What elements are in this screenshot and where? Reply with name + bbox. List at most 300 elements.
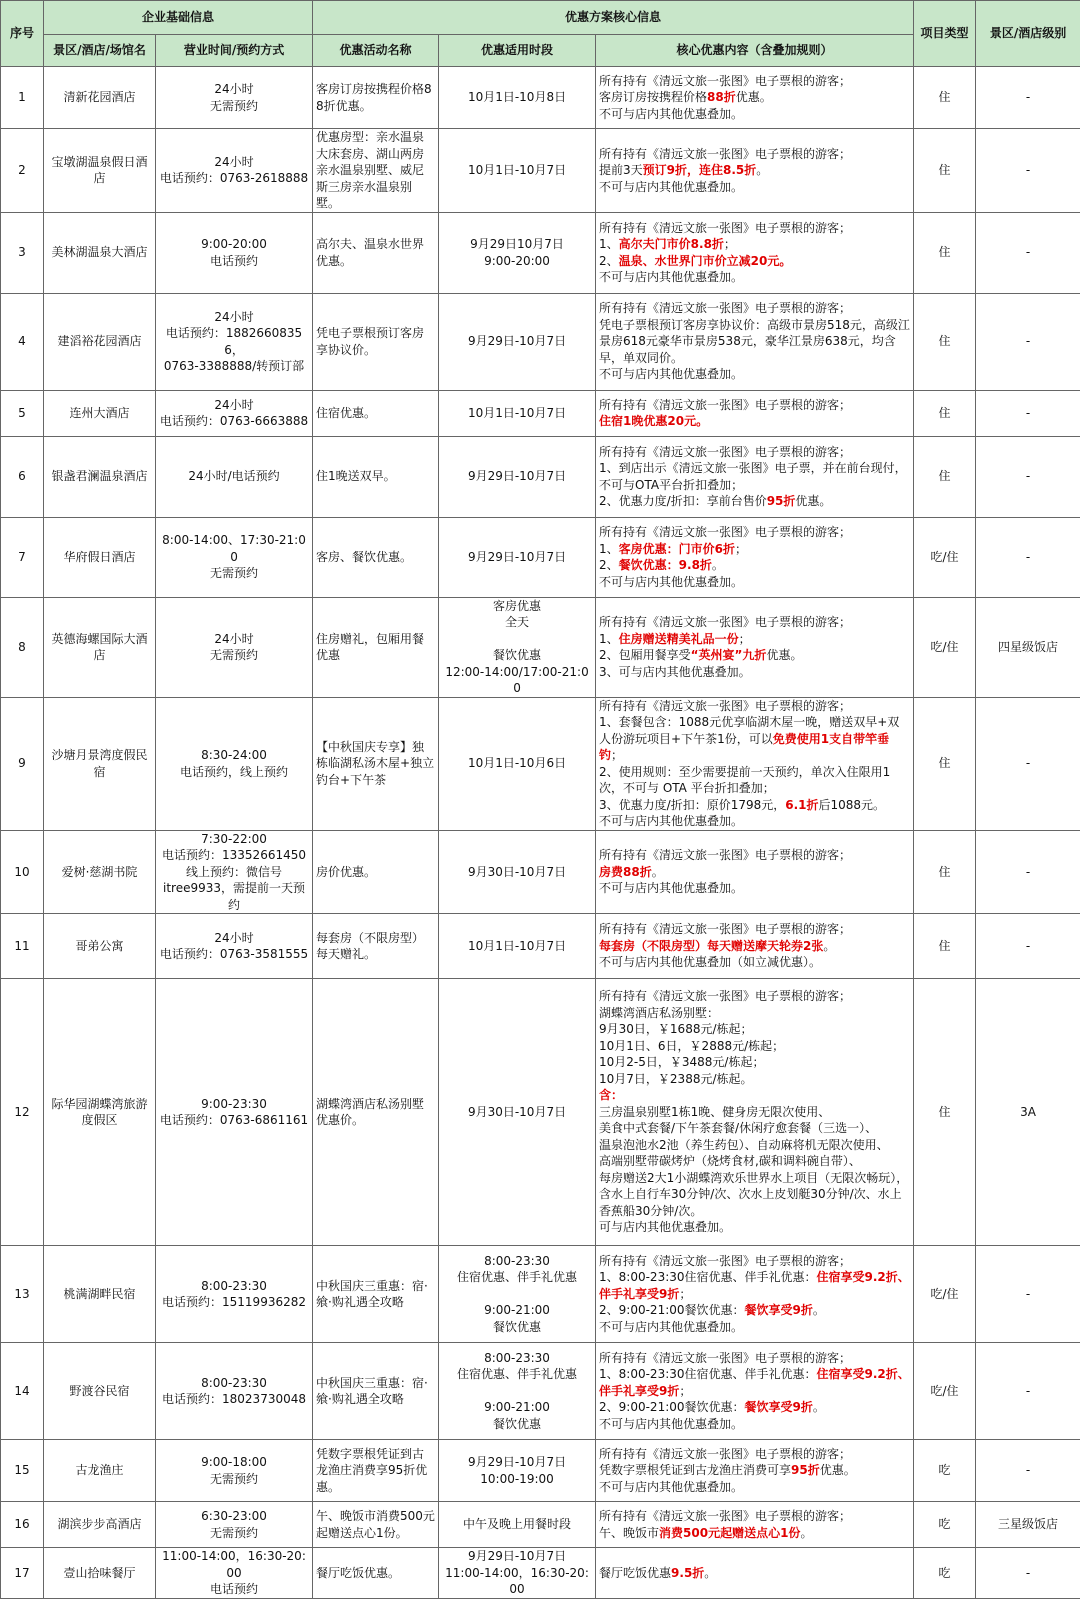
venue-rank: - [976, 129, 1080, 213]
offer-content [596, 1502, 914, 1548]
highlight-text: 客房优惠：门市价6折 [618, 541, 736, 556]
content-text: ； [735, 541, 748, 556]
offer-content [596, 697, 914, 830]
offer-content-line [599, 1170, 910, 1220]
offer-content-line [599, 1302, 910, 1319]
offer-content-line [599, 1319, 910, 1336]
offer-content-line [599, 460, 910, 493]
table-row [1, 979, 1080, 1246]
venue-rank: - [976, 830, 1080, 914]
row-index: 6 [1, 436, 44, 517]
content-text: 2、优惠力度/折扣：享前台售价 [599, 494, 767, 508]
venue-name: 爱树·慈湖书院 [44, 830, 156, 914]
hours-booking [156, 293, 313, 390]
offer-period [439, 390, 596, 436]
offer-content [596, 1440, 914, 1502]
content-text: 所有持有《清远文旅一张图》电子票根的游客； [599, 1446, 852, 1461]
highlight-text: 住房赠送精美礼品一份 [618, 631, 739, 646]
offer-period [439, 979, 596, 1246]
venue-name: 壹山拾味餐厅 [44, 1548, 156, 1599]
content-text: ； [723, 237, 736, 251]
activity-name: 餐厅吃饭优惠。 [313, 1548, 439, 1599]
offer-content-line [599, 698, 910, 715]
hours-booking-line: 24小时 [214, 309, 254, 324]
content-text: 湖蝶湾酒店私汤别墅： [599, 1005, 720, 1020]
offer-content-line [599, 1462, 910, 1479]
row-index: 1 [1, 67, 44, 129]
hours-booking-line: 7:30-22:00 [201, 831, 267, 846]
project-type: 住 [914, 830, 976, 914]
activity-name: 住1晚送双早。 [313, 436, 439, 517]
row-index: 5 [1, 390, 44, 436]
offer-content-line [599, 1269, 910, 1302]
content-text: 三房温泉别墅1栋1晚、健身房无限次使用、 [599, 1104, 831, 1119]
content-text: 所有持有《清远文旅一张图》电子票根的游客； [599, 525, 852, 539]
venue-name: 哥弟公寓 [44, 914, 156, 979]
offer-period-line: 9月29日-10月7日 [467, 1549, 567, 1563]
offer-content-line [599, 179, 910, 196]
offer-content [596, 1343, 914, 1440]
project-type: 吃 [914, 1440, 976, 1502]
project-type: 吃 [914, 1502, 976, 1548]
offer-content-line [599, 1071, 910, 1088]
content-text: 所有持有《清远文旅一张图》电子票根的游客； [599, 444, 852, 459]
offer-period [439, 697, 596, 830]
offer-content-line [599, 269, 910, 286]
table-row [1, 1548, 1080, 1599]
offer-content-line [599, 921, 910, 938]
content-text: 2、使用规则：至少需要提前一天预约，单次入住限用1次，不可与 OTA 平台折扣叠加； [599, 764, 891, 795]
offer-period-line: 餐饮优惠 [493, 1319, 542, 1334]
offer-content-line [599, 714, 910, 764]
content-text: 优惠。 [795, 494, 832, 508]
content-text: 餐厅吃饭优惠 [599, 1565, 672, 1580]
hours-booking-line: 8:00-23:30 [201, 1375, 267, 1390]
hours-booking-line: 6:30-23:00 [201, 1509, 267, 1523]
table-row [1, 697, 1080, 830]
venue-name: 宝墩湖温泉假日酒店 [44, 129, 156, 213]
hours-booking [156, 67, 313, 129]
venue-name: 连州大酒店 [44, 390, 156, 436]
hours-booking-line: 电话预约：0763-3581555 [159, 947, 309, 961]
project-type: 住 [914, 914, 976, 979]
offer-period-line: 9月29日-10月7日 [467, 1455, 567, 1469]
hours-booking-line: 8:00-14:00、17:30-21:00 [162, 533, 306, 564]
venue-rank: - [976, 436, 1080, 517]
offer-period-line: 餐饮优惠 [493, 1416, 542, 1431]
venue-rank: - [976, 390, 1080, 436]
offer-period-line: 10:00-19:00 [480, 1471, 554, 1486]
content-text: ； [679, 1383, 692, 1398]
offer-period [439, 1246, 596, 1343]
offer-period-line: 全天 [505, 615, 530, 629]
offer-content-line [599, 557, 910, 574]
hours-booking [156, 697, 313, 830]
hours-booking [156, 1440, 313, 1502]
project-type: 吃/住 [914, 597, 976, 697]
offer-content-line [599, 1038, 910, 1055]
header-group-basic: 企业基础信息 [44, 1, 313, 35]
header-type: 项目类型 [914, 1, 976, 67]
offer-content-line [599, 89, 910, 106]
content-text: 。 [704, 1565, 717, 1580]
activity-name: 住房赠礼，包厢用餐优惠 [313, 597, 439, 697]
content-text: 不可与店内其他优惠叠加。 [599, 814, 744, 828]
content-text: 不可与店内其他优惠叠加。 [599, 270, 744, 284]
hours-booking-line: 24小时/电话预约 [188, 469, 280, 484]
offer-content [596, 1548, 914, 1599]
table-row [1, 293, 1080, 390]
hours-booking-line: 9:00-23:30 [201, 1096, 267, 1111]
offer-content [596, 390, 914, 436]
offer-period-line: 11:00-14:00，16:30-20:00 [445, 1565, 589, 1596]
offer-content [596, 129, 914, 213]
offer-period [439, 436, 596, 517]
offer-period-line: 10月1日-10月7日 [467, 163, 567, 177]
hours-booking [156, 1343, 313, 1440]
row-index: 11 [1, 914, 44, 979]
venue-name: 清新花园酒店 [44, 67, 156, 129]
project-type: 住 [914, 436, 976, 517]
activity-name: 客房订房按携程价格88折优惠。 [313, 67, 439, 129]
table-body [1, 67, 1080, 1599]
content-text: 所有持有《清远文旅一张图》电子票根的游客； [599, 615, 852, 629]
highlight-text: 免费使用1支自带竿垂钓 [599, 731, 890, 762]
offer-content-line [599, 146, 910, 163]
content-text: 所有持有《清远文旅一张图》电子票根的游客； [599, 146, 852, 161]
offer-content-line [599, 524, 910, 541]
offer-period-line: 8:00-23:30 [484, 1253, 550, 1268]
offer-content-line [599, 300, 910, 317]
activity-name: 每套房（不限房型）每天赠礼。 [313, 914, 439, 979]
highlight-text: 餐饮享受9折 [744, 1400, 813, 1415]
venue-rank: - [976, 293, 1080, 390]
offer-content-line [599, 1120, 910, 1137]
offer-content [596, 830, 914, 914]
offer-period [439, 67, 596, 129]
content-text: 所有持有《清远文旅一张图》电子票根的游客； [599, 1253, 852, 1268]
activity-name: 房价优惠。 [313, 830, 439, 914]
venue-name: 华府假日酒店 [44, 517, 156, 597]
activity-name: 高尔夫、温泉水世界优惠。 [313, 212, 439, 293]
content-text: 午、晚饭市 [599, 1525, 660, 1540]
highlight-text: 住宿享受9.2折、伴手礼享受9折 [599, 1367, 910, 1398]
venue-name: 银盏君澜温泉酒店 [44, 436, 156, 517]
project-type: 住 [914, 129, 976, 213]
content-text: 1、 [599, 237, 619, 251]
content-text: 1、到店出示《清远文旅一张图》电子票，并在前台现付，不可与OTA平台折扣叠加； [599, 461, 907, 492]
content-text: 。 [711, 558, 724, 572]
offer-content-line [599, 1565, 910, 1582]
content-text: 10月1日、6日，￥2888元/栋起； [599, 1038, 785, 1053]
content-text: 客房订房按携程价格 [599, 90, 708, 105]
offer-content-line [599, 397, 910, 414]
table-row [1, 1440, 1080, 1502]
content-text: 不可与店内其他优惠叠加。 [599, 106, 744, 121]
table-row [1, 436, 1080, 517]
content-text: ； [738, 631, 751, 646]
offer-content-line [599, 317, 910, 367]
hours-booking [156, 597, 313, 697]
offer-period-line: 9:00-20:00 [484, 253, 550, 268]
offer-period-line: 9月29日-10月7日 [467, 469, 567, 484]
offer-period-line: 8:00-23:30 [484, 1350, 550, 1365]
offer-period [439, 830, 596, 914]
venue-name: 美林湖温泉大酒店 [44, 212, 156, 293]
offer-period-line [442, 631, 592, 648]
offer-content-line [599, 1446, 910, 1463]
offer-content-line [599, 162, 910, 179]
offer-content-line [599, 664, 910, 681]
offer-content-line [599, 1253, 910, 1270]
row-index: 3 [1, 212, 44, 293]
offer-content-line [599, 1005, 910, 1022]
offer-period-line: 10月1日-10月6日 [467, 756, 567, 771]
header-group-offer: 优惠方案核心信息 [313, 1, 914, 35]
venue-rank: - [976, 697, 1080, 830]
offer-period-line: 客房优惠 [493, 598, 542, 613]
venue-rank: 三星级饭店 [976, 1502, 1080, 1548]
row-index: 8 [1, 597, 44, 697]
hours-booking [156, 212, 313, 293]
offer-period-line: 10月1日-10月7日 [467, 938, 567, 953]
activity-name: 凭电子票根预订客房享协议价。 [313, 293, 439, 390]
content-text: 。 [756, 163, 769, 177]
venue-name: 古龙渔庄 [44, 1440, 156, 1502]
header-index: 序号 [1, 1, 44, 67]
highlight-text: 6.1折 [785, 797, 819, 812]
activity-name: 午、晚饭市消费500元起赠送点心1份。 [313, 1502, 439, 1548]
offer-content-line [599, 106, 910, 123]
hours-booking [156, 1502, 313, 1548]
header-hours: 营业时间/预约方式 [156, 35, 313, 67]
offer-content-line [599, 73, 910, 90]
venue-rank: 3A [976, 979, 1080, 1246]
offer-content-line [599, 1508, 910, 1525]
content-text: 。 [651, 864, 664, 879]
content-text: 所有持有《清远文旅一张图》电子票根的游客； [599, 698, 852, 713]
venue-name: 沙塘月景湾度假民宿 [44, 697, 156, 830]
offer-content-line [599, 493, 910, 510]
content-text: 不可与店内其他优惠叠加。 [599, 881, 744, 895]
table-row [1, 517, 1080, 597]
hours-booking-line: 电话预约：18023730048 [162, 1392, 306, 1406]
project-type: 住 [914, 979, 976, 1246]
hours-booking-line: 电话预约 [210, 1582, 259, 1596]
offer-period-line: 餐饮优惠 [493, 648, 542, 662]
table-row [1, 212, 1080, 293]
project-type: 住 [914, 390, 976, 436]
offer-content-line [599, 1525, 910, 1542]
offer-content-line [599, 797, 910, 814]
project-type: 吃/住 [914, 1246, 976, 1343]
row-index: 17 [1, 1548, 44, 1599]
hours-booking-line: 电话预约：0763-2618888 [159, 171, 309, 186]
hours-booking-line: 9:00-18:00 [201, 1455, 267, 1469]
offer-content-line [599, 220, 910, 237]
offer-content-line [599, 631, 910, 648]
hours-booking-line: 24小时 [214, 82, 254, 96]
header-content: 核心优惠内容（含叠加规则） [596, 35, 914, 67]
offer-period [439, 129, 596, 213]
highlight-text: 每套房（不限房型）每天赠送摩天轮券2张 [599, 938, 824, 953]
offer-content-line [599, 1153, 910, 1170]
hours-booking [156, 129, 313, 213]
hours-booking [156, 830, 313, 914]
content-text: 后1088元。 [818, 797, 886, 812]
content-text: 所有持有《清远文旅一张图》电子票根的游客； [599, 73, 852, 88]
offer-content [596, 67, 914, 129]
header-activity: 优惠活动名称 [313, 35, 439, 67]
offer-period-line: 9月29日-10月7日 [467, 549, 567, 564]
content-text: 。 [812, 1400, 825, 1415]
project-type: 住 [914, 293, 976, 390]
hours-booking [156, 1246, 313, 1343]
table-row [1, 1502, 1080, 1548]
row-index: 9 [1, 697, 44, 830]
hours-booking-line: 电话预约：18826608356， [165, 326, 303, 357]
highlight-text: 住宿享受9.2折、伴手礼享受9折 [599, 1270, 910, 1301]
content-text: 所有持有《清远文旅一张图》电子票根的游客； [599, 848, 852, 862]
content-text: 。 [812, 1303, 825, 1318]
content-text: 所有持有《清远文旅一张图》电子票根的游客； [599, 922, 852, 937]
hours-booking-line: 电话预约，线上预约 [180, 764, 289, 779]
hours-booking-line: 电话预约：0763-6663888 [159, 414, 309, 428]
offer-content-line [599, 1350, 910, 1367]
highlight-text: 温泉、水世界门市价立减20元。 [618, 253, 792, 268]
offer-content [596, 436, 914, 517]
content-text: 2、9:00-21:00餐饮优惠： [599, 1400, 745, 1415]
offer-content-line [599, 988, 910, 1005]
offer-content-line [599, 938, 910, 955]
content-text: 所有持有《清远文旅一张图》电子票根的游客； [599, 397, 852, 412]
venue-rank: - [976, 1440, 1080, 1502]
content-text: 不可与店内其他优惠叠加。 [599, 367, 744, 382]
row-index: 12 [1, 979, 44, 1246]
hours-booking [156, 1548, 313, 1599]
offer-period [439, 517, 596, 597]
header-name: 景区/酒店/场馆名 [44, 35, 156, 67]
table-row [1, 390, 1080, 436]
offer-period [439, 1440, 596, 1502]
content-text: 所有持有《清远文旅一张图》电子票根的游客； [599, 1509, 852, 1523]
content-text: ； [679, 1286, 692, 1301]
venue-name: 际华园湖蝶湾旅游度假区 [44, 979, 156, 1246]
offer-period [439, 597, 596, 697]
hours-booking-line: 无需预约 [210, 1471, 259, 1486]
venue-rank: - [976, 1246, 1080, 1343]
hours-booking-line: 8:00-23:30 [201, 1278, 267, 1293]
row-index: 2 [1, 129, 44, 213]
content-text: 不可与店内其他优惠叠加（如立减优惠）。 [599, 955, 822, 970]
offer-content-line [599, 1087, 910, 1104]
hours-booking-line: 线上预约：微信号 [186, 864, 283, 879]
content-text: 2、9:00-21:00餐饮优惠： [599, 1303, 745, 1318]
hours-booking [156, 979, 313, 1246]
hours-booking [156, 436, 313, 517]
offer-content-line [599, 1399, 910, 1416]
hours-booking-line: 电话预约 [210, 253, 259, 268]
highlight-text: 95折 [766, 494, 796, 508]
content-text: 2、包厢用餐享受 [599, 648, 691, 662]
content-text: 10月2-5日，￥3488元/栋起； [599, 1055, 765, 1070]
table-row [1, 129, 1080, 213]
hours-booking-line: 24小时 [214, 397, 254, 412]
offer-content-line [599, 413, 910, 430]
content-text: 优惠。 [819, 1463, 856, 1478]
offer-content-line [599, 614, 910, 631]
table-row [1, 597, 1080, 697]
offer-period-line: 住宿优惠、伴手礼优惠 [457, 1270, 578, 1285]
offer-content [596, 597, 914, 697]
hours-booking-line: 无需预约 [210, 566, 259, 581]
venue-rank: - [976, 212, 1080, 293]
venue-name: 湖滨步步高酒店 [44, 1502, 156, 1548]
highlight-text: 高尔夫门市价8.8折 [618, 237, 724, 251]
offer-content-line [599, 1416, 910, 1433]
project-type: 住 [914, 67, 976, 129]
content-text: 提前3天 [599, 163, 643, 177]
activity-name: 优惠房型：亲水温泉大床套房、湖山两房亲水温泉别墅、威尼斯三房亲水温泉别墅。 [313, 129, 439, 213]
content-text: ； [611, 748, 624, 762]
hours-booking-line: 电话预约：0763-6861161 [159, 1113, 309, 1127]
offer-period-line [442, 1383, 592, 1400]
offer-period-line: 9月30日-10月7日 [467, 864, 567, 879]
content-text: 3、可与店内其他优惠叠加。 [599, 664, 751, 679]
hours-booking-line: 电话预约：15119936282 [162, 1295, 306, 1309]
hours-booking [156, 914, 313, 979]
hours-booking [156, 517, 313, 597]
venue-name: 建滔裕花园酒店 [44, 293, 156, 390]
offer-content-line [599, 647, 910, 664]
offer-content-line [599, 1054, 910, 1071]
offer-content-line [599, 764, 910, 797]
project-type: 住 [914, 697, 976, 830]
offer-content-line [599, 954, 910, 971]
activity-name: 【中秋国庆专享】独栋临湖私汤木屋+独立钓台+下午茶 [313, 697, 439, 830]
offer-content-line [599, 366, 910, 383]
project-type: 吃 [914, 1548, 976, 1599]
content-text: 1、 [599, 541, 619, 556]
venue-name: 英德海螺国际大酒店 [44, 597, 156, 697]
content-text: 高端别墅带碳烤炉（烧烤食材,碳和调料碗自带）、 [599, 1154, 861, 1169]
hours-booking-line: 24小时 [214, 154, 254, 169]
row-index: 4 [1, 293, 44, 390]
offer-period-line: 9月29日-10月7日 [467, 334, 567, 349]
table-row [1, 830, 1080, 914]
offer-content-line [599, 880, 910, 897]
offer-content [596, 979, 914, 1246]
content-text: 每房赠送2大1小湖蝶湾欢乐世界水上项目（无限次畅玩），含水上自行车30分钟/次、次水上皮划艇30分钟/次、水上香蕉船30分钟/次。 [599, 1170, 909, 1218]
table-row [1, 1343, 1080, 1440]
offer-period-line: 9:00-21:00 [484, 1400, 550, 1415]
hours-booking-line: 无需预约 [210, 98, 259, 113]
offer-content-line [599, 574, 910, 591]
activity-name: 湖蝶湾酒店私汤别墅优惠价。 [313, 979, 439, 1246]
hours-booking-line: itree9933，需提前一天预约 [163, 881, 306, 912]
table-row [1, 914, 1080, 979]
content-text: 不可与店内其他优惠叠加。 [599, 574, 744, 589]
highlight-text: 住宿1晚优惠20元。 [599, 414, 709, 428]
venue-rank: - [976, 1343, 1080, 1440]
row-index: 13 [1, 1246, 44, 1343]
content-text: 2、 [599, 558, 619, 572]
offer-period-line: 中午及晚上用餐时段 [463, 1517, 572, 1532]
offer-content [596, 293, 914, 390]
venue-rank: - [976, 914, 1080, 979]
content-text: 温泉泡池水2池（养生药包）、自动麻将机无限次使用、 [599, 1137, 889, 1152]
venue-rank: - [976, 1548, 1080, 1599]
